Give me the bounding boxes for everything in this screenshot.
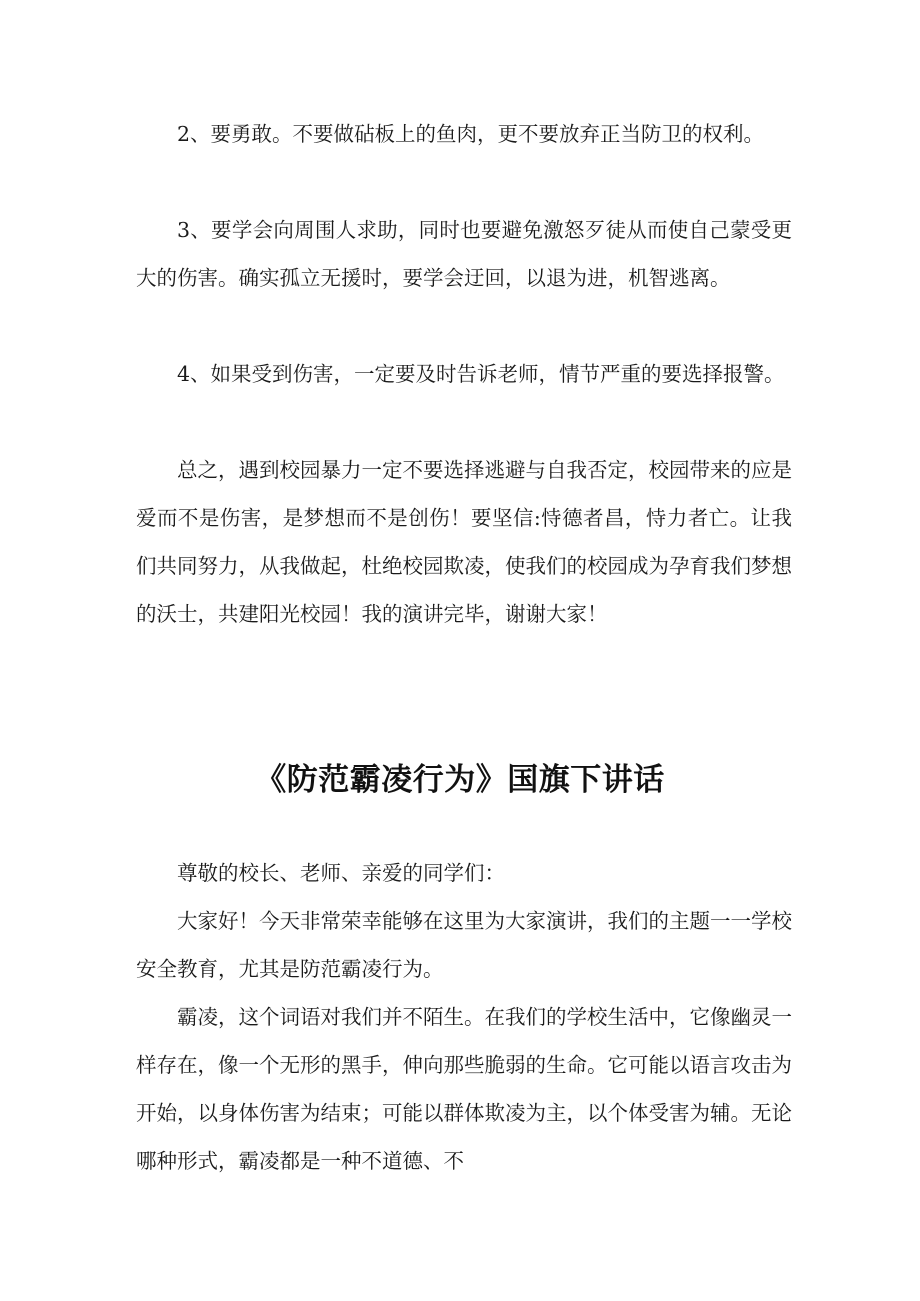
paragraph-point-2: 2、要勇敢。不要做砧板上的鱼肉，更不要放弃正当防卫的权利。 [177,122,765,146]
paragraph-conclusion: 总之，遇到校园暴力一定不要选择逃避与自我否定，校园带来的应是爱而不是伤害，是梦想而不是创伤！要坚信:恃德者昌，恃力者亡。让我们共同努力，从我做起，杜绝校园欺凌，使我们的校园成为孕育我们梦想的沃士，共建阳光校园！我的演讲完毕，谢谢大家！ [136,458,792,626]
paragraph-bullying-intro: 霸凌，这个词语对我们并不陌生。在我们的学校生活中，它像幽灵一样存在，像一个无形的黑手，伸向那些脆弱的生命。它可能以语言攻击为开始，以身体伤害为结束；可能以群体欺凌为主，以个体受害为辅。无论哪种形式，霸凌都是一种不道德、不 [136,1005,792,1173]
section-title: 《防范霸凌行为》国旗下讲话 [255,762,665,798]
paragraph-point-3: 3、要学会向周围人求助，同时也要避免激怒歹徒从而使自己蒙受更大的伤害。确实孤立无援时，要学会迂回，以退为进，机智逃离。 [136,218,792,290]
paragraph-point-4: 4、如果受到伤害，一定要及时告诉老师，情节严重的要选择报警。 [177,362,785,386]
paragraph-greeting: 大家好！今天非常荣幸能够在这里为大家演讲，我们的主题一一学校安全教育，尤其是防范霸凌行为。 [136,909,792,981]
paragraph-salutation: 尊敬的校长、老师、亲爱的同学们： [177,861,505,885]
